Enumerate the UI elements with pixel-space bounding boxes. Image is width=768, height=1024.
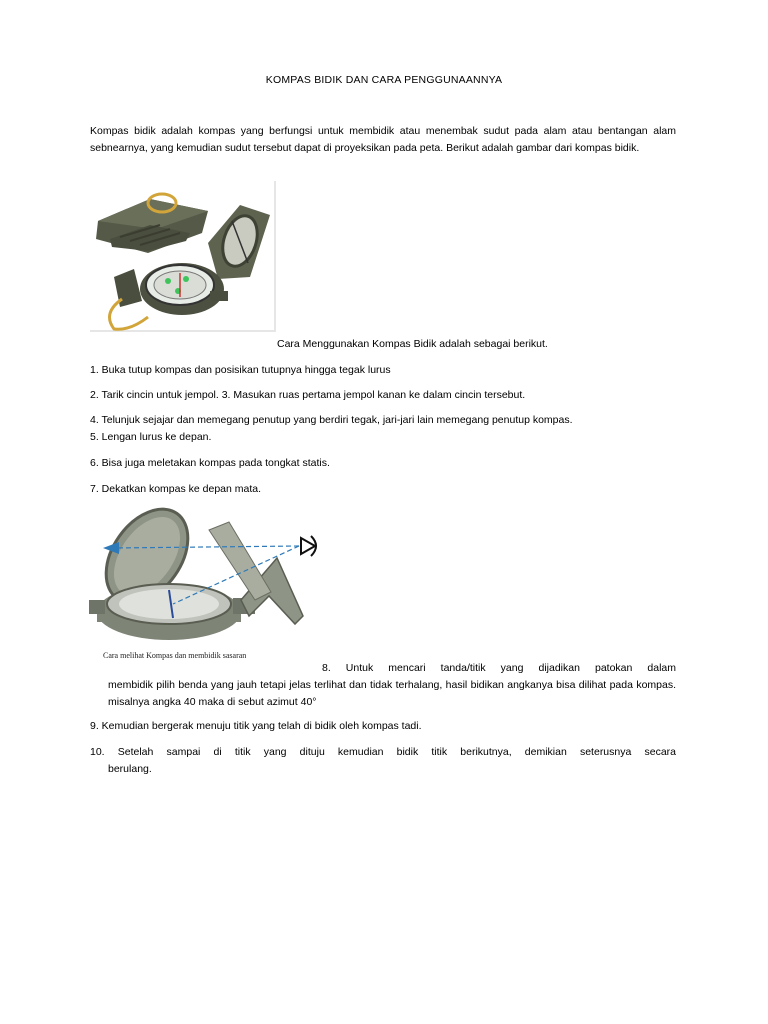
- compass-photo-icon: [90, 181, 276, 332]
- step-7: 7. Dekatkan kompas ke depan mata.: [90, 483, 262, 495]
- step-4: 4. Telunjuk sejajar dan memegang penutup yang berdiri tegak, jari-jari lain memegang penutup kompas.: [90, 414, 573, 426]
- intro-paragraph: Kompas bidik adalah kompas yang berfungsi untuk membidik atau menembak sudut pada alam atau bentangan alam sebnearnya, yang kemudian sudut tersebut dapat di proyeksikan pada peta. Berikut adalah gambar dari kompas bidik.: [90, 125, 676, 154]
- step-6: 6. Bisa juga meletakan kompas pada tongkat statis.: [90, 457, 330, 469]
- step-9: 9. Kemudian bergerak menuju titik yang telah di bidik oleh kompas tadi.: [90, 720, 422, 732]
- step-1: 1. Buka tutup kompas dan posisikan tutupnya hingga tegak lurus: [90, 364, 391, 376]
- step-8-continuation: membidik pilih benda yang jauh tetapi jelas terlihat dan tidak terhalang, hasil bidikan angkanya bisa dilihat pada kompas. misalnya angka 40 maka di sebut azimut 40°: [108, 679, 676, 708]
- compass-sighting-photo-icon: [89, 500, 331, 664]
- page-title: KOMPAS BIDIK DAN CARA PENGGUNAANNYA: [265, 74, 503, 86]
- step-10-first-line: 10. Setelah sampai di titik yang dituju kemudian bidik titik berikutnya, demikian seterusnya secara: [90, 746, 676, 758]
- instructions-heading: Cara Menggunakan Kompas Bidik adalah sebagai berikut.: [277, 338, 548, 350]
- figure-caption: Cara melihat Kompas dan membidik sasaran: [103, 651, 247, 660]
- step-5: 5. Lengan lurus ke depan.: [90, 431, 212, 443]
- step-10-continuation: berulang.: [108, 763, 152, 775]
- step-2-3: 2. Tarik cincin untuk jempol. 3. Masukan ruas pertama jempol kanan ke dalam cincin tersebut.: [90, 389, 526, 401]
- step-8-first-line: 8. Untuk mencari tanda/titik yang dijadikan patokan dalam: [322, 662, 676, 674]
